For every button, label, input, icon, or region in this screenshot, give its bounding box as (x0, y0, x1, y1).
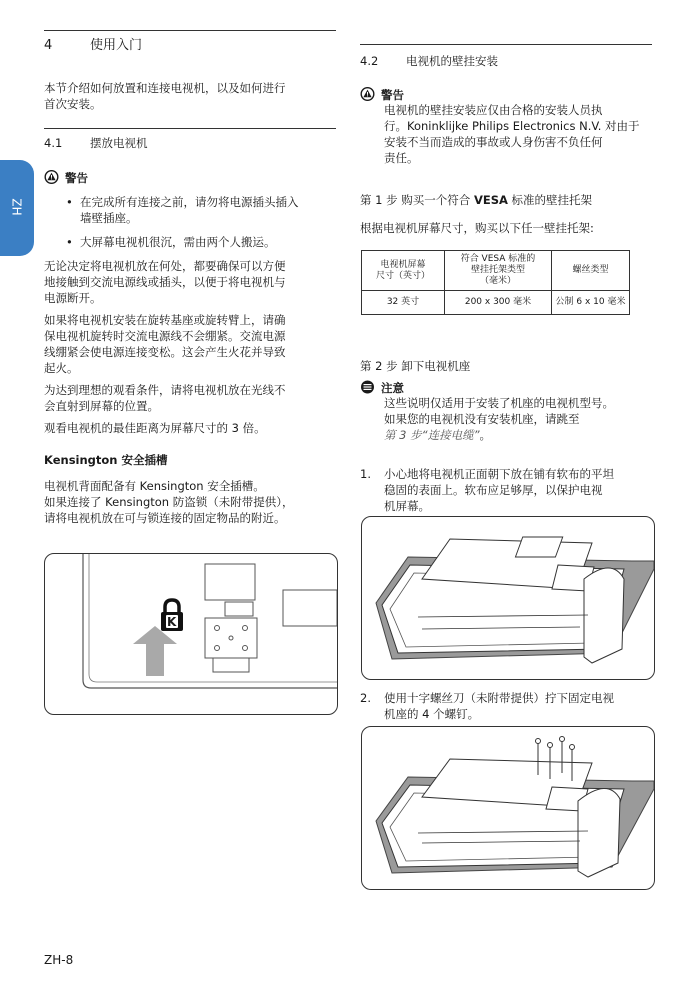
paragraph-line: 线绷紧会使电源连接变松。这会产生火花并导致 (44, 345, 286, 359)
instruction-step-1 (360, 466, 614, 514)
screw-removal-illustration (362, 727, 654, 889)
tv-facedown-illustration (362, 517, 654, 679)
bullet-dot: • (66, 195, 73, 209)
bullet-line: 墙壁插座。 (80, 211, 138, 225)
warning-icon (360, 87, 375, 101)
top-rule-left (44, 30, 336, 31)
paragraph-line: 为达到理想的观看条件，请将电视机放在光线不 (44, 383, 286, 397)
note-text (384, 395, 614, 443)
lock-letter: K (167, 615, 177, 629)
bullet-line: 在完成所有连接之前，请勿将电源插头插入 (80, 195, 299, 209)
vesa-table (361, 250, 630, 315)
subsection-title: 摆放电视机 (90, 136, 148, 150)
top-rule-right (360, 44, 652, 45)
paragraph-line: 地接触到交流电源线或插头，以便于将电视机与 (44, 275, 286, 289)
step-line: 稳固的表面上。软布应足够厚，以保护电视 (384, 483, 603, 497)
arrow-icon (133, 626, 177, 676)
warning-title: 警告 (381, 88, 404, 102)
kensington-paragraph (44, 478, 294, 526)
step1-heading-pre: 第 1 步 购买一个符合 (360, 193, 474, 207)
intro-line: 本节介绍如何放置和连接电视机，以及如何进行 (44, 81, 286, 95)
table-row (362, 291, 630, 315)
instruction-step-2 (360, 690, 614, 722)
note-block (360, 380, 404, 396)
warning-line: 安装不当而造成的事故或人身伤害不负任何 (384, 135, 603, 149)
paragraph-line: 电源断开。 (44, 291, 102, 305)
language-tab (0, 160, 34, 256)
step1-text: 根据电视机屏幕尺寸，购买以下任一壁挂托架: (360, 221, 594, 235)
note-line: 这些说明仅适用于安装了机座的电视机型号。 (384, 396, 614, 410)
table-cell: 200 x 300 毫米 (445, 291, 552, 315)
step1-heading-post: 标准的壁挂托架 (507, 193, 593, 207)
warning-bullet (66, 194, 299, 226)
step-number: 1. (360, 467, 371, 481)
section-heading (44, 38, 142, 54)
header-line: （毫米） (479, 276, 516, 286)
paragraph-line: 保电视机旋转时交流电源线不会绷紧。交流电源 (44, 329, 286, 343)
header-line: 壁挂托架类型 (470, 265, 525, 275)
note-icon (360, 380, 375, 394)
table-header-row (362, 251, 630, 291)
kensington-line: 电视机背面配备有 Kensington 安全插槽。 (44, 479, 265, 493)
step2-heading: 第 2 步 卸下电视机座 (360, 359, 471, 373)
step-line: 机座的 4 个螺钉。 (384, 707, 480, 721)
warning-line: 责任。 (384, 151, 419, 165)
header-line: 电视机屏幕 (380, 259, 426, 270)
paragraph-line: 会直射到屏幕的位置。 (44, 399, 159, 413)
step3-link[interactable]: 第 3 步“连接电缆” (384, 428, 480, 442)
paragraph-line: 无论决定将电视机放在何处，都要确保可以方便 (44, 259, 286, 273)
kensington-illustration (45, 554, 337, 714)
step-number: 2. (360, 691, 371, 705)
wall-mount-warning-text (384, 102, 640, 166)
step-line: 小心地将电视机正面朝下放在铺有软布的平坦 (384, 467, 614, 481)
warning-bullet (66, 234, 276, 250)
section-number: 4 (44, 38, 53, 53)
screw-removal-figure (361, 726, 655, 890)
paragraph (44, 312, 286, 376)
warning-title: 警告 (65, 171, 88, 185)
table-header-cell (362, 251, 445, 291)
paragraph (44, 420, 266, 436)
note-suffix: 。 (479, 428, 492, 442)
intro-line: 首次安装。 (44, 97, 102, 111)
step-line: 使用十字螺丝刀（未附带提供）拧下固定电视 (384, 691, 614, 705)
page-number: ZH-8 (44, 953, 74, 967)
kensington-figure (44, 553, 338, 715)
kensington-line: 如果连接了 Kensington 防盗锁（未附带提供）， (44, 495, 294, 509)
table-cell: 32 英寸 (362, 291, 445, 315)
kensington-line: 请将电视机放在可与锁连接的固定物品的附近。 (44, 511, 286, 525)
step1-heading (360, 192, 592, 208)
note-line: 如果您的电视机没有安装机座，请跳至 (384, 412, 580, 426)
header-line: 尺寸（英寸） (375, 270, 430, 281)
subsection-rule (44, 128, 336, 129)
bullet-line: 大屏幕电视机很沉，需由两个人搬运。 (80, 235, 276, 249)
section-title: 使用入门 (90, 38, 143, 53)
header-line: 符合 VESA 标准的 (460, 254, 536, 264)
step1-heading-bold: VESA (473, 193, 508, 207)
step-line: 机屏幕。 (384, 499, 430, 513)
warning-block-left (44, 170, 88, 186)
kensington-heading: Kensington 安全插槽 (44, 453, 168, 467)
subsection-title: 电视机的壁挂安装 (406, 54, 498, 68)
subsection-number: 4.1 (44, 136, 63, 150)
intro-paragraph (44, 80, 286, 112)
warning-line: 电视机的壁挂安装应仅由合格的安装人员执 (384, 103, 603, 117)
note-title: 注意 (381, 381, 404, 395)
table-cell: 公制 6 x 10 毫米 (552, 291, 630, 315)
table-header-cell (445, 251, 552, 291)
bullet-dot: • (66, 235, 73, 249)
paragraph (44, 382, 286, 414)
subsection-heading-4-1 (44, 135, 148, 151)
warning-line: 行。Koninklijke Philips Electronics N.V. 对由于 (384, 119, 640, 133)
paragraph-line: 观看电视机的最佳距离为屏幕尺寸的 3 倍。 (44, 421, 266, 435)
paragraph (44, 258, 286, 306)
language-tab-label: ZH (9, 198, 24, 216)
subsection-number: 4.2 (360, 54, 379, 68)
warning-block-right (360, 87, 404, 103)
paragraph-line: 起火。 (44, 361, 79, 375)
header-line: 螺丝类型 (572, 265, 609, 275)
paragraph-line: 如果将电视机安装在旋转基座或旋转臂上，请确 (44, 313, 286, 327)
warning-icon (44, 170, 59, 184)
subsection-heading-4-2 (360, 53, 498, 69)
tv-facedown-figure (361, 516, 655, 680)
table-header-cell (552, 251, 630, 291)
